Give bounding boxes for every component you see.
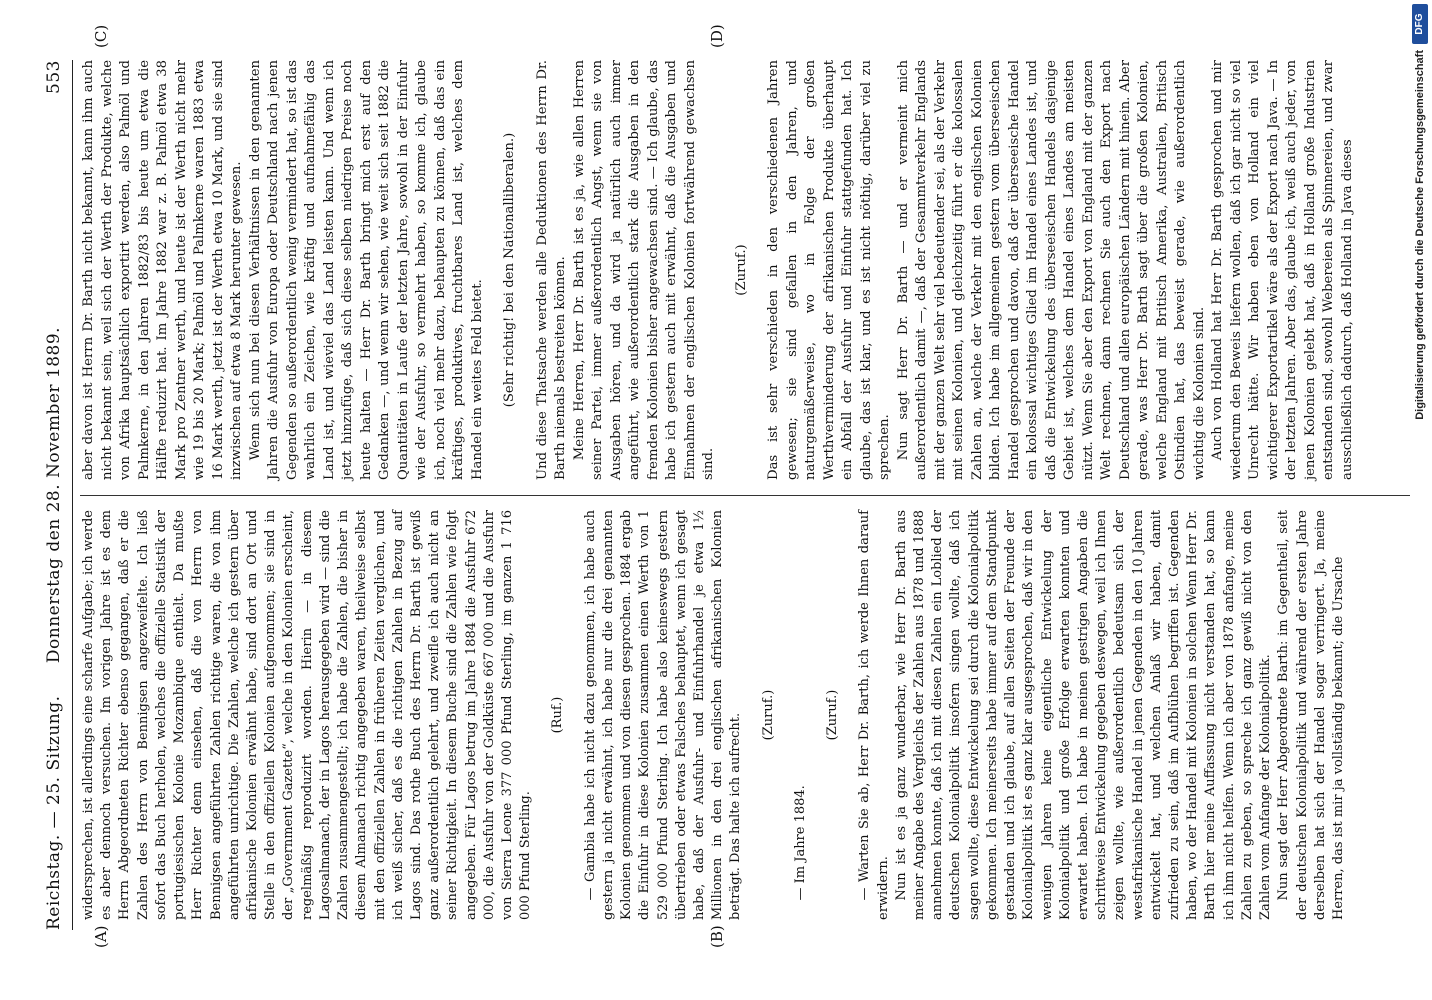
paragraph: Auch von Holland hat Herr Dr. Barth gesprochen und mir wiederum den Beweis liefern wollen, daß ich gar nicht so viel Unrecht hätte. Wir haben eben von Holland ein viel wichtigerer Exportartikel wäre als der Export nach Java. — In der letzten Jahren. Aber das, glaube ich, weiß auch jeder, von jenen Kolonien gelebt hat, daß in Holland große Industrien entstanden sind, sowohl Webereien als Spinnereien, und zwar ausschließlich dadurch, daß Holland in Java dieses <box>1210 60 1355 480</box>
running-head <box>40 60 70 930</box>
paragraph: Und diese Thatsache werden alle Deduktionen des Herrn Dr. Barth niemals bestreiten können. <box>534 60 568 480</box>
margin-marker-c: (C) <box>92 24 110 48</box>
paragraph: Das ist sehr verschieden in den verschiedenen Jahren gewesen; sie sind gefallen in den Jahren, und naturgemäßerweise, wo in Folge der großen Werthverminderung der afrikanischen Produkte überhaupt ein Abfall der Ausfuhr und Einfuhr stattgefunden hat. Ich glaube, das ist klar, und es ist nicht nöthig, darüber viel zu sprechen. <box>766 60 892 480</box>
paragraph: Nun ist es ja ganz wunderbar, wie Herr Dr. Barth aus meiner Angabe des Vergleichs der Zahlen aus 1878 und 1888 annehmen konnte, daß ich mit diesen Zahlen ein Loblied der deutschen Kolonialpolitik insofern singen wollte, daß ich sagen wollte, diese Entwickelung sei durch die Kolonialpolitik gekommen. Ich meinerseits habe immer auf dem Standpunkt gestanden und ich glaube, auf allen Seiten der Freunde der Kolonialpolitik ist es ganz klar ausgesprochen, daß wir in den wenigen Jahren keine eigentliche Entwickelung der Kolonialpolitik und große Erfolge erwarten konnten und erwartet haben. Ich habe in meinen gestrigen Angaben die schrittweise Entwickelung gegeben deswegen, weil ich Ihnen zeigen wollte, wie außerordentlich bedeutsam sich der westafrikanische Handel in jenen Gegenden in den 10 Jahren entwickelt hat, und welchen Anlaß wir haben, damit zufrieden zu sein, daß im Aufblühen begriffen ist. Gegenden haben, wo der Handel mit Kolonien in solchen Wenn Herr Dr. Barth hier meine Auffassung nicht verstanden hat, so kann ich ihm nicht helfen. Wenn ich aber von 1878 anfange, meine Zahlen zu geben, so spreche ich ganz gewiß nicht von den Zahlen vom Anfange der Kolonialpolitik. <box>893 510 1274 920</box>
interjection: (Zuruf.) <box>825 689 841 741</box>
column-divider <box>80 495 1410 496</box>
margin-marker-d: (D) <box>708 24 726 48</box>
header-rule <box>72 60 73 930</box>
interjection: (Zuruf.) <box>760 689 776 741</box>
margin-marker-b: (B) <box>708 925 726 948</box>
paragraph: widersprechen, ist allerdings eine scharfe Aufgabe; ich werde es aber dennoch versuchen. Im vorigen Jahre ist es dem Herrn Abgeordneten Richter ebenso gegangen, daß er die Zahlen des Herrn von Bennigsen angezweifelte. Ich ließ sofort das Buch herholen, welches die offizielle Statistik der portugiesischen Kolonie Mozambique enthielt. Da mußte Herr Richter denn einsehen, daß die von Herrn von Bennigsen angeführten Zahlen richtige waren, die von ihm angeführten unrichtige. Die Zahlen, welche ich gestern über afrikanische Kolonien erwähnt habe, sind dort an Ort und Stelle in den offiziellen Kolonien aufgenommen; sie sind in der „Government Gazette“, welche in den Kolonien erscheint, regelmäßig reproduzirt worden. Hierin — in diesem Lagosalmanach, der in Lagos herausgegeben wird — sind die Zahlen zusammengestellt; ich habe die Zahlen, die bisher in diesem Almanach richtig angegeben waren, theilweise selbst mit den offiziellen Zahlen in früheren Zeiten verglichen, und ich weiß sicher, daß es die richtigen Zahlen in Bezug auf Lagos sind. Das rothe Buch des Herrn Dr. Barth ist gewiß ganz außerordentlich gelehrt, und zweifle ich auch nicht an seiner Richtigkeit. In diesem Buche sind die Zahlen wie folgt angegeben. Für Lagos betrug im Jahre 1884 die Ausfuhr 672 000, die Ausfuhr von der Goldküste 667 000 und die Ausfuhr von Sierra Leone 377 000 Pfund Sterling, im ganzen 1 716 000 Pfund Sterling. <box>81 510 534 920</box>
interjection: (Sehr richtig! bei den Nationalliberalen.) <box>502 132 517 408</box>
digitization-credit: Digitalisierung gefördert durch die Deutsche Forschungsgemeinschaft <box>1414 50 1426 420</box>
paragraph: Nun sagt der Herr Abgeordnete Barth: im Gegentheil, seit der deutschen Kolonialpolitik und während der ersten Jahre derselben hat sich der Handel sogar verringert. Ja, meine Herren, das ist mir ja vollständig bekannt; die Ursache <box>1276 510 1346 920</box>
dfg-logo: DFG <box>1412 4 1428 44</box>
paragraph: Wenn sich nun bei diesen Verhältnissen in den genannten Jahren die Ausfuhr von Europa oder Deutschland nach jenen Gegenden so außerordentlich wenig vermindert hat, so ist das wahrlich ein Zeichen, wie kräftig und aufnahmefähig das Land ist, und wieviel das Land leisten kann. Und wenn ich jetzt hinzufüge, daß sich diese selben niedrigen Preise noch heute halten — Herr Dr. Barth bringt mich erst auf den Gedanken —, und wenn wir sehen, wie weit sich seit 1882 die Quantitäten in Laufe der letzten Jahre, sowohl in der Einfuhr wie der Ausfuhr, so vermehrt haben, so komme ich, glaube ich, noch viel mehr dazu, behaupten zu können, daß das ein kräftiges, produktives, fruchtbares Land ist, welches dem Handel ein weites Feld bietet. <box>247 60 485 480</box>
margin-marker-a: (A) <box>92 925 110 948</box>
left-column <box>80 510 1348 920</box>
paragraph: — Warten Sie ab, Herr Dr. Barth, ich werde Ihnen darauf erwidern. <box>857 510 891 920</box>
interjection: (Zuruf.) <box>733 244 749 296</box>
header-left: Reichstag. — 25. Sitzung. <box>44 695 64 930</box>
paragraph: — Gambia habe ich nicht dazu genommen, ich habe auch gestern ja nicht erwähnt, ich habe nur die drei genannten Kolonien genommen und von diesen gesprochen. 1884 ergab die Einfuhr in diese Kolonien zusammen einen Werth von 1 529 000 Pfund Sterling. Ich habe also keineswegs gestern übertrieben oder etwas Falsches behauptet, wenn ich gesagt habe, daß der Ausfuhr- und Einfuhrhandel je etwa 1½ Millionen in den drei englischen afrikanischen Kolonien beträgt. Das halte ich aufrecht. <box>582 510 744 920</box>
paragraph: — Im Jahre 1884. <box>792 785 808 901</box>
right-column <box>80 60 1357 480</box>
paragraph: Meine Herren, Herr Dr. Barth ist es ja, wie allen Herren seiner Partei, immer außerordentlich Angst, wenn sie von Ausgaben hören, und da wird ja natürlich auch immer angeführt, wie außerordentlich stark die Ausgaben in den fremden Kolonien bisher angewachsen sind. — Ich glaube, das habe ich gestern auch mit erwähnt, daß die Ausgaben und Einnahmen der englischen Kolonien fortwährend gewachsen sind. <box>571 59 716 480</box>
page-number: 553 <box>44 60 64 94</box>
paragraph: Nun sagt Herr Dr. Barth — und er vermeint mich außerordentlich damit —, daß der Gesammtverkehr Englands mit der ganzen Welt sehr viel bedeutender sei, als der Verkehr mit seinen Kolonien, und gleichzeitig führt er die kolossalen Zahlen an, welche der Verkehr mit den englischen Kolonien bilden. Ich habe im allgemeinen gestern vom überseeischen Handel gesprochen und davon, daß der überseeische Handel ein kolossal wichtiges Glied im Handel eines Landes ist, und daß die Entwickelung des überseeischen Handels dasjenige Gebiet ist, welches dem Handel eines Landes am meisten nützt. Wenn Sie aber den Export von England mit der ganzen Welt rechnen, dann rechnen Sie auch den Export nach Deutschland und allen europäischen Ländern mit hinein. Aber gerade, was Herr Dr. Barth sagt über die großen Kolonien, welche England mit Britisch Amerika, Australien, Britisch Ostindien hat, das beweist gerade, wie außerordentlich wichtig die Kolonien sind. <box>895 60 1207 480</box>
interjection: (Ruf.) <box>550 696 566 734</box>
page-footer <box>1408 0 1428 980</box>
header-date: Donnerstag den 28. November 1889. <box>44 326 64 664</box>
paragraph: aber davon ist Herrn Dr. Barth nicht bekannt, kann ihm auch nicht bekannt sein, weil sich der Werth der Produkte, welche von Afrika hauptsächlich exportirt werden, also Palmöl und Palmkerne, in den Jahren 1882/83 bis heute um etwa die Hälfte reduzirt hat. Im Jahre 1882 war z. B. Palmöl etwa 38 Mark pro Zentner werth, und heute ist der Werth nicht mehr wie 19 bis 20 Mark; Palmöl und Palmkerne waren 1883 etwa 16 Mark werth, jetzt ist der Werth etwa 10 Mark, und sie sind inzwischen auf etwa 8 Mark herunter gewesen. <box>81 60 244 480</box>
